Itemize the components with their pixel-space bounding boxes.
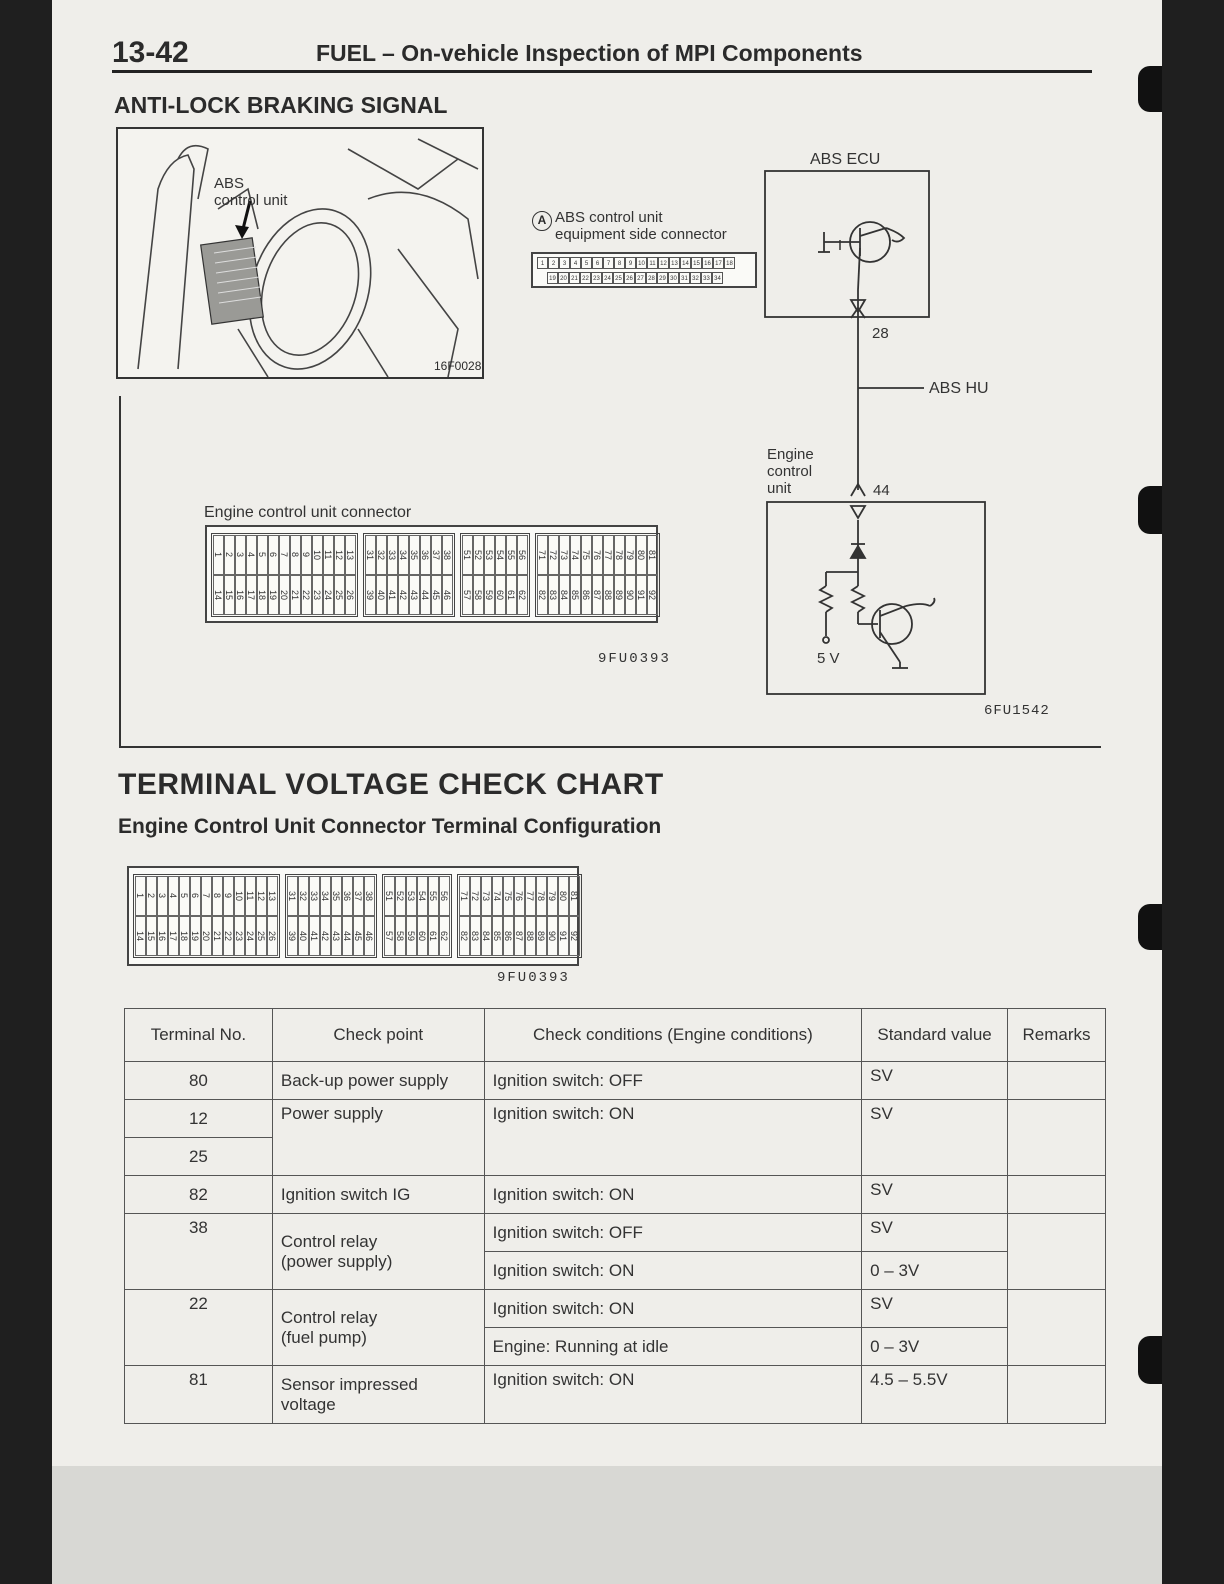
- connector-pin: 21: [290, 575, 301, 615]
- connector-pin: 20: [279, 575, 290, 615]
- connector-pin: 71: [537, 535, 548, 575]
- connector-pin: 26: [267, 916, 278, 956]
- connector-pin: 45: [353, 916, 364, 956]
- connector-pin: 87: [592, 575, 603, 615]
- value-cell: SV: [862, 1176, 1008, 1214]
- ecu-pin-groups: [211, 533, 660, 617]
- connector-pin: 1: [537, 257, 548, 269]
- connector-pin: 86: [581, 575, 592, 615]
- connector-pin: 26: [624, 272, 635, 284]
- marker-a-icon: A: [532, 211, 552, 231]
- connector-pin: 9: [301, 535, 312, 575]
- ecu-pin-group: [382, 874, 452, 958]
- connector-pin: 17: [713, 257, 724, 269]
- connector-pin: 87: [514, 916, 525, 956]
- page-title: FUEL – On-vehicle Inspection of MPI Components: [316, 40, 863, 66]
- terminal-cell: 81: [125, 1366, 273, 1424]
- connector-pin: 88: [603, 575, 614, 615]
- ecu-pin-group: [133, 874, 280, 958]
- connector-pin: 18: [257, 575, 268, 615]
- connector-pin: 73: [481, 876, 492, 916]
- table-header-row: [125, 1009, 1106, 1062]
- connector-pin: 10: [312, 535, 323, 575]
- connector-pin: 16: [157, 916, 168, 956]
- connector-pin: 10: [636, 257, 647, 269]
- connector-pin: 25: [613, 272, 624, 284]
- connector-pin: 62: [439, 916, 450, 956]
- connector-pin: 7: [603, 257, 614, 269]
- connector-pin: 90: [625, 575, 636, 615]
- frame-line: [119, 396, 121, 748]
- connector-pin: 80: [636, 535, 647, 575]
- connector-pin: 75: [503, 876, 514, 916]
- ecu-pin-group: [211, 533, 358, 617]
- table-row: [125, 1176, 1106, 1214]
- connector-pin: 11: [647, 257, 658, 269]
- diagram-code: 6FU1542: [984, 703, 1050, 719]
- checkpoint-cell: Power supply: [272, 1100, 484, 1176]
- ecu-connector-label: Engine control unit connector: [204, 504, 412, 521]
- connector-pin: 74: [492, 876, 503, 916]
- table-row: [125, 1062, 1106, 1100]
- connector-pin: 79: [547, 876, 558, 916]
- condition-cell: Ignition switch: ON: [484, 1252, 861, 1290]
- connector-pin: 83: [470, 916, 481, 956]
- section-title: ANTI-LOCK BRAKING SIGNAL: [114, 92, 448, 118]
- connector-pin: 18: [179, 916, 190, 956]
- connector-pin: 60: [495, 575, 506, 615]
- connector-pin: 23: [312, 575, 323, 615]
- remarks-cell: [1008, 1290, 1106, 1366]
- connector-pin: 51: [462, 535, 473, 575]
- connector-pin: 42: [398, 575, 409, 615]
- header-checkpoint: Check point: [272, 1009, 484, 1062]
- remarks-cell: [1008, 1366, 1106, 1424]
- value-cell: SV: [862, 1214, 1008, 1252]
- connector-pin: 77: [525, 876, 536, 916]
- connector-pin: 19: [268, 575, 279, 615]
- abs-ecu-label: ABS ECU: [810, 151, 881, 168]
- condition-cell: Ignition switch: OFF: [484, 1062, 861, 1100]
- ecu-pin-group: [535, 533, 660, 617]
- ecu-pin-group: [460, 533, 530, 617]
- connector-pin: 13: [345, 535, 356, 575]
- connector-pin: 12: [256, 876, 267, 916]
- connector-pin: 17: [246, 575, 257, 615]
- connector-pin: 58: [395, 916, 406, 956]
- connector-pin: 37: [353, 876, 364, 916]
- connector-pin: 30: [668, 272, 679, 284]
- connector-pin: 22: [223, 916, 234, 956]
- connector-pin: 6: [190, 876, 201, 916]
- terminal-cell: 12: [125, 1100, 273, 1138]
- connector-pin: 40: [298, 916, 309, 956]
- connector-pin: 91: [558, 916, 569, 956]
- connector-pin: 8: [212, 876, 223, 916]
- connector-pin: 58: [473, 575, 484, 615]
- connector-pin: 61: [506, 575, 517, 615]
- connector-pin: 59: [406, 916, 417, 956]
- connector-pin: 52: [473, 535, 484, 575]
- connector-pin: 16: [702, 257, 713, 269]
- connector-pin: 89: [536, 916, 547, 956]
- connector-pin: 84: [481, 916, 492, 956]
- index-tab: [1138, 904, 1162, 950]
- abs-pin-row: [547, 272, 723, 284]
- connector-pin: 80: [558, 876, 569, 916]
- connector-pin: 24: [602, 272, 613, 284]
- condition-cell: Ignition switch: ON: [484, 1290, 861, 1328]
- connector-pin: 39: [287, 916, 298, 956]
- connector-pin: 92: [647, 575, 658, 615]
- connector-pin: 54: [495, 535, 506, 575]
- connector-pin: 3: [235, 535, 246, 575]
- chart-title: TERMINAL VOLTAGE CHECK CHART: [118, 768, 664, 801]
- connector-pin: 19: [547, 272, 558, 284]
- abs-unit-illustration: [118, 129, 482, 377]
- connector-pin: 6: [592, 257, 603, 269]
- connector-pin: 4: [168, 876, 179, 916]
- abs-unit-label: ABS control unit: [214, 175, 288, 209]
- connector-pin: 38: [364, 876, 375, 916]
- connector-pin: 74: [570, 535, 581, 575]
- connector-pin: 82: [537, 575, 548, 615]
- pin-44-label: 44: [873, 482, 890, 499]
- connector-pin: 8: [614, 257, 625, 269]
- connector-pin: 25: [256, 916, 267, 956]
- terminal-cell: 25: [125, 1138, 273, 1176]
- connector-pin: 53: [484, 535, 495, 575]
- connector-pin: 57: [462, 575, 473, 615]
- chart-connector-code: 9FU0393: [497, 970, 570, 986]
- remarks-cell: [1008, 1100, 1106, 1176]
- connector-pin: 41: [387, 575, 398, 615]
- chart-subtitle: Engine Control Unit Connector Terminal Configuration: [118, 815, 662, 838]
- terminal-cell: 22: [125, 1290, 273, 1366]
- abs-hu-label: ABS HU: [929, 380, 989, 397]
- connector-pin: 32: [376, 535, 387, 575]
- ecu-pin-group: [363, 533, 455, 617]
- connector-pin: 62: [517, 575, 528, 615]
- connector-pin: 73: [559, 535, 570, 575]
- connector-pin: 44: [342, 916, 353, 956]
- connector-pin: 38: [442, 535, 453, 575]
- connector-pin: 12: [334, 535, 345, 575]
- connector-pin: 26: [345, 575, 356, 615]
- connector-pin: 16: [235, 575, 246, 615]
- connector-pin: 7: [279, 535, 290, 575]
- ecu-pin-group: [285, 874, 377, 958]
- connector-pin: 88: [525, 916, 536, 956]
- connector-pin: 89: [614, 575, 625, 615]
- connector-pin: 56: [439, 876, 450, 916]
- ecu-connector-code: 9FU0393: [598, 651, 671, 667]
- connector-pin: 57: [384, 916, 395, 956]
- value-cell: SV: [862, 1290, 1008, 1328]
- checkpoint-cell: Sensor impressed voltage: [272, 1366, 484, 1424]
- connector-pin: 46: [442, 575, 453, 615]
- connector-pin: 14: [213, 575, 224, 615]
- connector-pin: 9: [625, 257, 636, 269]
- connector-pin: 19: [190, 916, 201, 956]
- connector-pin: 39: [365, 575, 376, 615]
- header-standard-value: Standard value: [862, 1009, 1008, 1062]
- frame-line: [119, 746, 1101, 748]
- connector-pin: 5: [257, 535, 268, 575]
- connector-pin: 55: [506, 535, 517, 575]
- connector-pin: 11: [245, 876, 256, 916]
- header-conditions: Check conditions (Engine conditions): [484, 1009, 861, 1062]
- checkpoint-cell: Ignition switch IG: [272, 1176, 484, 1214]
- connector-pin: 71: [459, 876, 470, 916]
- connector-pin: 76: [514, 876, 525, 916]
- connector-pin: 91: [636, 575, 647, 615]
- connector-pin: 7: [201, 876, 212, 916]
- connector-pin: 51: [384, 876, 395, 916]
- terminal-cell: 82: [125, 1176, 273, 1214]
- connector-pin: 78: [536, 876, 547, 916]
- connector-pin: 1: [135, 876, 146, 916]
- checkpoint-cell: Control relay (power supply): [272, 1214, 484, 1290]
- connector-pin: 81: [647, 535, 658, 575]
- connector-pin: 81: [569, 876, 580, 916]
- abs-circuit-diagram: [700, 140, 1100, 740]
- connector-pin: 8: [290, 535, 301, 575]
- connector-pin: 72: [548, 535, 559, 575]
- connector-pin: 15: [691, 257, 702, 269]
- remarks-cell: [1008, 1176, 1106, 1214]
- connector-pin: 5: [179, 876, 190, 916]
- abs-unit-photo: [116, 127, 484, 379]
- value-cell: SV: [862, 1062, 1008, 1100]
- voltage-check-table: [124, 1008, 1106, 1424]
- value-cell: 4.5 – 5.5V: [862, 1366, 1008, 1424]
- connector-pin: 24: [323, 575, 334, 615]
- connector-pin: 27: [635, 272, 646, 284]
- connector-pin: 2: [146, 876, 157, 916]
- connector-pin: 21: [212, 916, 223, 956]
- connector-pin: 4: [246, 535, 257, 575]
- connector-pin: 53: [406, 876, 417, 916]
- connector-pin: 90: [547, 916, 558, 956]
- connector-pin: 37: [431, 535, 442, 575]
- connector-pin: 6: [268, 535, 279, 575]
- connector-pin: 2: [224, 535, 235, 575]
- remarks-cell: [1008, 1062, 1106, 1100]
- connector-pin: 15: [146, 916, 157, 956]
- connector-pin: 44: [420, 575, 431, 615]
- connector-pin: 2: [548, 257, 559, 269]
- condition-cell: Engine: Running at idle: [484, 1328, 861, 1366]
- connector-pin: 12: [658, 257, 669, 269]
- connector-pin: 77: [603, 535, 614, 575]
- connector-pin: 34: [712, 272, 723, 284]
- supply-voltage-label: 5 V: [817, 650, 840, 667]
- ecu-pin-groups: [133, 874, 582, 958]
- connector-pin: 11: [323, 535, 334, 575]
- connector-pin: 14: [680, 257, 691, 269]
- connector-pin: 35: [409, 535, 420, 575]
- connector-pin: 3: [559, 257, 570, 269]
- connector-pin: 33: [701, 272, 712, 284]
- connector-pin: 76: [592, 535, 603, 575]
- checkpoint-cell: Control relay (fuel pump): [272, 1290, 484, 1366]
- table-row: [125, 1100, 1106, 1138]
- connector-pin: 23: [591, 272, 602, 284]
- connector-pin: 31: [365, 535, 376, 575]
- connector-pin: 36: [342, 876, 353, 916]
- connector-pin: 22: [580, 272, 591, 284]
- condition-cell: Ignition switch: ON: [484, 1100, 861, 1176]
- table-row: [125, 1214, 1106, 1252]
- connector-pin: 1: [213, 535, 224, 575]
- connector-pin: 42: [320, 916, 331, 956]
- connector-pin: 13: [669, 257, 680, 269]
- connector-pin: 21: [569, 272, 580, 284]
- index-tab: [1138, 486, 1162, 534]
- condition-cell: Ignition switch: OFF: [484, 1214, 861, 1252]
- connector-pin: 34: [398, 535, 409, 575]
- connector-pin: 84: [559, 575, 570, 615]
- connector-pin: 4: [570, 257, 581, 269]
- connector-pin: 20: [558, 272, 569, 284]
- value-cell: SV: [862, 1100, 1008, 1176]
- connector-pin: 60: [417, 916, 428, 956]
- connector-pin: 13: [267, 876, 278, 916]
- pin-28-label: 28: [872, 325, 889, 342]
- connector-pin: 10: [234, 876, 245, 916]
- header-rule: [112, 70, 1092, 73]
- remarks-cell: [1008, 1214, 1106, 1290]
- connector-pin: 23: [234, 916, 245, 956]
- connector-pin: 14: [135, 916, 146, 956]
- value-cell: 0 – 3V: [862, 1328, 1008, 1366]
- connector-pin: 35: [331, 876, 342, 916]
- connector-pin: 43: [409, 575, 420, 615]
- connector-pin: 28: [646, 272, 657, 284]
- connector-pin: 9: [223, 876, 234, 916]
- connector-pin: 17: [168, 916, 179, 956]
- value-cell: 0 – 3V: [862, 1252, 1008, 1290]
- connector-pin: 33: [309, 876, 320, 916]
- checkpoint-cell: Back-up power supply: [272, 1062, 484, 1100]
- connector-pin: 78: [614, 535, 625, 575]
- connector-pin: 92: [569, 916, 580, 956]
- connector-pin: 20: [201, 916, 212, 956]
- connector-pin: 36: [420, 535, 431, 575]
- ecu-connector-bottom: [127, 866, 579, 966]
- connector-pin: 43: [331, 916, 342, 956]
- abs-ecu-box: [765, 171, 929, 317]
- connector-pin: 3: [157, 876, 168, 916]
- engine-unit-label: Engine control unit: [767, 446, 814, 497]
- connector-pin: 85: [492, 916, 503, 956]
- connector-pin: 75: [581, 535, 592, 575]
- connector-pin: 40: [376, 575, 387, 615]
- connector-pin: 45: [431, 575, 442, 615]
- connector-pin: 33: [387, 535, 398, 575]
- connector-pin: 34: [320, 876, 331, 916]
- table-row: [125, 1366, 1106, 1424]
- header-remarks: Remarks: [1008, 1009, 1106, 1062]
- ecu-pin-group: [457, 874, 582, 958]
- connector-pin: 22: [301, 575, 312, 615]
- connector-pin: 56: [517, 535, 528, 575]
- ecu-connector-top: [205, 525, 658, 623]
- terminal-cell: 38: [125, 1214, 273, 1290]
- connector-pin: 52: [395, 876, 406, 916]
- condition-cell: Ignition switch: ON: [484, 1176, 861, 1214]
- page-shadow-bottom: [52, 1466, 1162, 1584]
- connector-pin: 72: [470, 876, 481, 916]
- connector-pin: 25: [334, 575, 345, 615]
- connector-pin: 85: [570, 575, 581, 615]
- page-number: 13-42: [112, 36, 189, 69]
- connector-pin: 29: [657, 272, 668, 284]
- index-tab: [1138, 1336, 1162, 1384]
- connector-pin: 32: [298, 876, 309, 916]
- connector-pin: 82: [459, 916, 470, 956]
- connector-pin: 32: [690, 272, 701, 284]
- index-tab: [1138, 66, 1162, 112]
- abs-connector-label: ABS control unit equipment side connector: [555, 209, 727, 243]
- connector-pin: 54: [417, 876, 428, 916]
- connector-pin: 15: [224, 575, 235, 615]
- connector-pin: 46: [364, 916, 375, 956]
- connector-pin: 61: [428, 916, 439, 956]
- header-terminal: Terminal No.: [125, 1009, 273, 1062]
- connector-pin: 86: [503, 916, 514, 956]
- photo-code: 16F0028: [434, 359, 482, 373]
- condition-cell: Ignition switch: ON: [484, 1366, 861, 1424]
- connector-pin: 5: [581, 257, 592, 269]
- connector-pin: 59: [484, 575, 495, 615]
- connector-pin: 41: [309, 916, 320, 956]
- connector-pin: 83: [548, 575, 559, 615]
- connector-pin: 24: [245, 916, 256, 956]
- connector-pin: 79: [625, 535, 636, 575]
- terminal-cell: 80: [125, 1062, 273, 1100]
- connector-pin: 31: [679, 272, 690, 284]
- table-row: [125, 1290, 1106, 1328]
- connector-pin: 18: [724, 257, 735, 269]
- connector-pin: 31: [287, 876, 298, 916]
- engine-unit-box: [767, 502, 985, 694]
- connector-pin: 55: [428, 876, 439, 916]
